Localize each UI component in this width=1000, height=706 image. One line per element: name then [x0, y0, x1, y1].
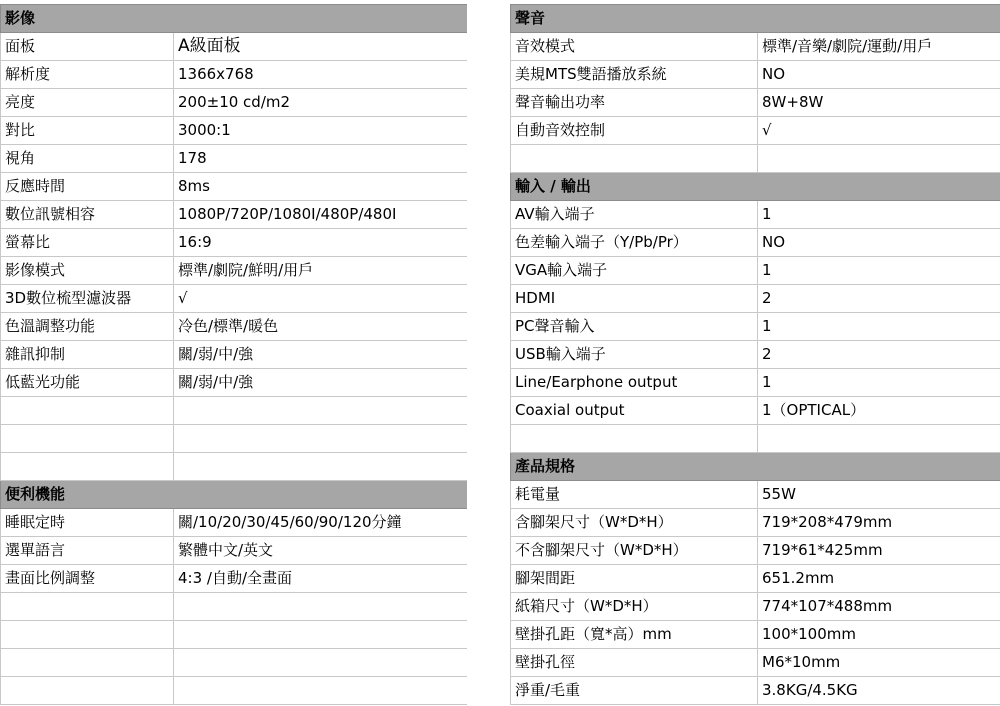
spec-value — [174, 397, 468, 425]
spec-label: 睡眠定時 — [1, 509, 174, 537]
spec-row — [511, 425, 1000, 453]
spec-row — [511, 201, 1000, 229]
spec-row — [1, 145, 468, 173]
spec-label: 雜訊抑制 — [1, 341, 174, 369]
spec-row — [1, 369, 468, 397]
spec-label: 影像模式 — [1, 257, 174, 285]
spec-label: 亮度 — [1, 89, 174, 117]
spec-row — [511, 509, 1000, 537]
spec-row — [1, 509, 468, 537]
spec-label: Coaxial output — [511, 397, 758, 425]
spec-label: 色差輸入端子（Y/Pb/Pr） — [511, 229, 758, 257]
spec-value: 關/10/20/30/45/60/90/120分鐘 — [174, 509, 468, 537]
spec-row — [511, 89, 1000, 117]
spec-row — [1, 425, 468, 453]
spec-label: Line/Earphone output — [511, 369, 758, 397]
spec-value: 1 — [758, 257, 1000, 285]
section-header: 便利機能 — [1, 481, 468, 509]
spec-label: 自動音效控制 — [511, 117, 758, 145]
spec-value: 4:3 /自動/全畫面 — [174, 565, 468, 593]
spec-label: 數位訊號相容 — [1, 201, 174, 229]
spec-label: 螢幕比 — [1, 229, 174, 257]
spec-label: 解析度 — [1, 61, 174, 89]
spec-value — [174, 677, 468, 705]
spec-row — [1, 649, 468, 677]
spec-value: A級面板 — [174, 33, 468, 61]
spec-row — [1, 201, 468, 229]
spec-label: 含腳架尺寸（W*D*H） — [511, 509, 758, 537]
left-spec-table — [0, 4, 468, 705]
spec-row — [1, 257, 468, 285]
spec-row — [1, 537, 468, 565]
section-header-row — [511, 5, 1000, 33]
spec-label: 選單語言 — [1, 537, 174, 565]
spec-row — [1, 173, 468, 201]
spec-label: HDMI — [511, 285, 758, 313]
spec-label — [1, 621, 174, 649]
spec-label: 耗電量 — [511, 481, 758, 509]
spec-value: 100*100mm — [758, 621, 1000, 649]
spec-row — [511, 341, 1000, 369]
spec-label: 畫面比例調整 — [1, 565, 174, 593]
spec-label: 腳架間距 — [511, 565, 758, 593]
spec-value: 200±10 cd/m2 — [174, 89, 468, 117]
spec-value — [758, 145, 1000, 173]
spec-value: √ — [758, 117, 1000, 145]
section-header-row — [511, 173, 1000, 201]
spec-label: 面板 — [1, 33, 174, 61]
spec-row — [1, 229, 468, 257]
spec-value: 關/弱/中/強 — [174, 341, 468, 369]
spec-label: 壁掛孔距（寬*高）mm — [511, 621, 758, 649]
spec-value: M6*10mm — [758, 649, 1000, 677]
spec-value: 1（OPTICAL） — [758, 397, 1000, 425]
spec-value: 3000:1 — [174, 117, 468, 145]
spec-label: 3D數位梳型濾波器 — [1, 285, 174, 313]
spec-value: 2 — [758, 341, 1000, 369]
spec-row — [1, 33, 468, 61]
spec-label — [1, 677, 174, 705]
spec-value: 標準/音樂/劇院/運動/用戶 — [758, 33, 1000, 61]
spec-label: 不含腳架尺寸（W*D*H） — [511, 537, 758, 565]
spec-label: VGA輸入端子 — [511, 257, 758, 285]
spec-row — [1, 89, 468, 117]
spec-label: 聲音輸出功率 — [511, 89, 758, 117]
spec-value: 冷色/標準/暖色 — [174, 313, 468, 341]
spec-value: 繁體中文/英文 — [174, 537, 468, 565]
spec-label — [1, 593, 174, 621]
spec-value: NO — [758, 229, 1000, 257]
spec-label — [1, 649, 174, 677]
spec-row — [511, 33, 1000, 61]
spec-row — [511, 229, 1000, 257]
spec-row — [1, 593, 468, 621]
spec-value — [174, 593, 468, 621]
spec-row — [1, 565, 468, 593]
spec-value — [174, 453, 468, 481]
right-spec-table — [510, 4, 1000, 705]
spec-label: 視角 — [1, 145, 174, 173]
spec-value — [758, 425, 1000, 453]
spec-row — [1, 61, 468, 89]
spec-value: 1080P/720P/1080I/480P/480I — [174, 201, 468, 229]
spec-row — [1, 453, 468, 481]
spec-label: 低藍光功能 — [1, 369, 174, 397]
spec-value: 1 — [758, 369, 1000, 397]
spec-row — [511, 117, 1000, 145]
spec-value: 8ms — [174, 173, 468, 201]
spec-label: 對比 — [1, 117, 174, 145]
spec-value: 標準/劇院/鮮明/用戶 — [174, 257, 468, 285]
spec-label — [1, 453, 174, 481]
spec-label: 美規MTS雙語播放系統 — [511, 61, 758, 89]
spec-value: 2 — [758, 285, 1000, 313]
spec-label: AV輸入端子 — [511, 201, 758, 229]
spec-row — [511, 481, 1000, 509]
section-header: 聲音 — [511, 5, 1000, 33]
spec-label — [1, 397, 174, 425]
spec-value — [174, 621, 468, 649]
spec-row — [511, 369, 1000, 397]
spec-value: 651.2mm — [758, 565, 1000, 593]
spec-label — [1, 425, 174, 453]
spec-row — [511, 621, 1000, 649]
spec-value: NO — [758, 61, 1000, 89]
spec-row — [511, 649, 1000, 677]
spec-value: 3.8KG/4.5KG — [758, 677, 1000, 705]
spec-value: 1 — [758, 201, 1000, 229]
section-header-row — [1, 5, 468, 33]
section-header: 影像 — [1, 5, 468, 33]
spec-row — [1, 677, 468, 705]
spec-row — [1, 397, 468, 425]
section-header-row — [1, 481, 468, 509]
spec-label: 紙箱尺寸（W*D*H） — [511, 593, 758, 621]
spec-label: 色溫調整功能 — [1, 313, 174, 341]
spec-value: 55W — [758, 481, 1000, 509]
spec-row — [511, 537, 1000, 565]
spec-value: 178 — [174, 145, 468, 173]
spec-label: 反應時間 — [1, 173, 174, 201]
spec-value: 1366x768 — [174, 61, 468, 89]
spec-value: 關/弱/中/強 — [174, 369, 468, 397]
spec-row — [1, 341, 468, 369]
spec-value — [174, 649, 468, 677]
spec-label: 淨重/毛重 — [511, 677, 758, 705]
spec-label: 壁掛孔徑 — [511, 649, 758, 677]
spec-label: PC聲音輸入 — [511, 313, 758, 341]
spec-label — [511, 145, 758, 173]
spec-value: √ — [174, 285, 468, 313]
spec-value: 774*107*488mm — [758, 593, 1000, 621]
spec-row — [1, 313, 468, 341]
spec-row — [511, 677, 1000, 705]
spec-label — [511, 425, 758, 453]
spec-label: 音效模式 — [511, 33, 758, 61]
spec-row — [1, 285, 468, 313]
spec-value: 8W+8W — [758, 89, 1000, 117]
spec-row — [511, 145, 1000, 173]
spec-row — [511, 565, 1000, 593]
spec-row — [511, 397, 1000, 425]
section-header-row — [511, 453, 1000, 481]
spec-label: USB輸入端子 — [511, 341, 758, 369]
spec-value: 16:9 — [174, 229, 468, 257]
spec-value: 719*61*425mm — [758, 537, 1000, 565]
spec-row — [511, 285, 1000, 313]
section-header: 輸入 / 輸出 — [511, 173, 1000, 201]
spec-value — [174, 425, 468, 453]
column-gap — [467, 4, 510, 706]
spec-value: 719*208*479mm — [758, 509, 1000, 537]
spec-value: 1 — [758, 313, 1000, 341]
spec-row — [1, 621, 468, 649]
spec-row — [511, 257, 1000, 285]
spec-row — [511, 593, 1000, 621]
spec-row — [511, 61, 1000, 89]
section-header: 產品規格 — [511, 453, 1000, 481]
spec-row — [511, 313, 1000, 341]
spec-row — [1, 117, 468, 145]
